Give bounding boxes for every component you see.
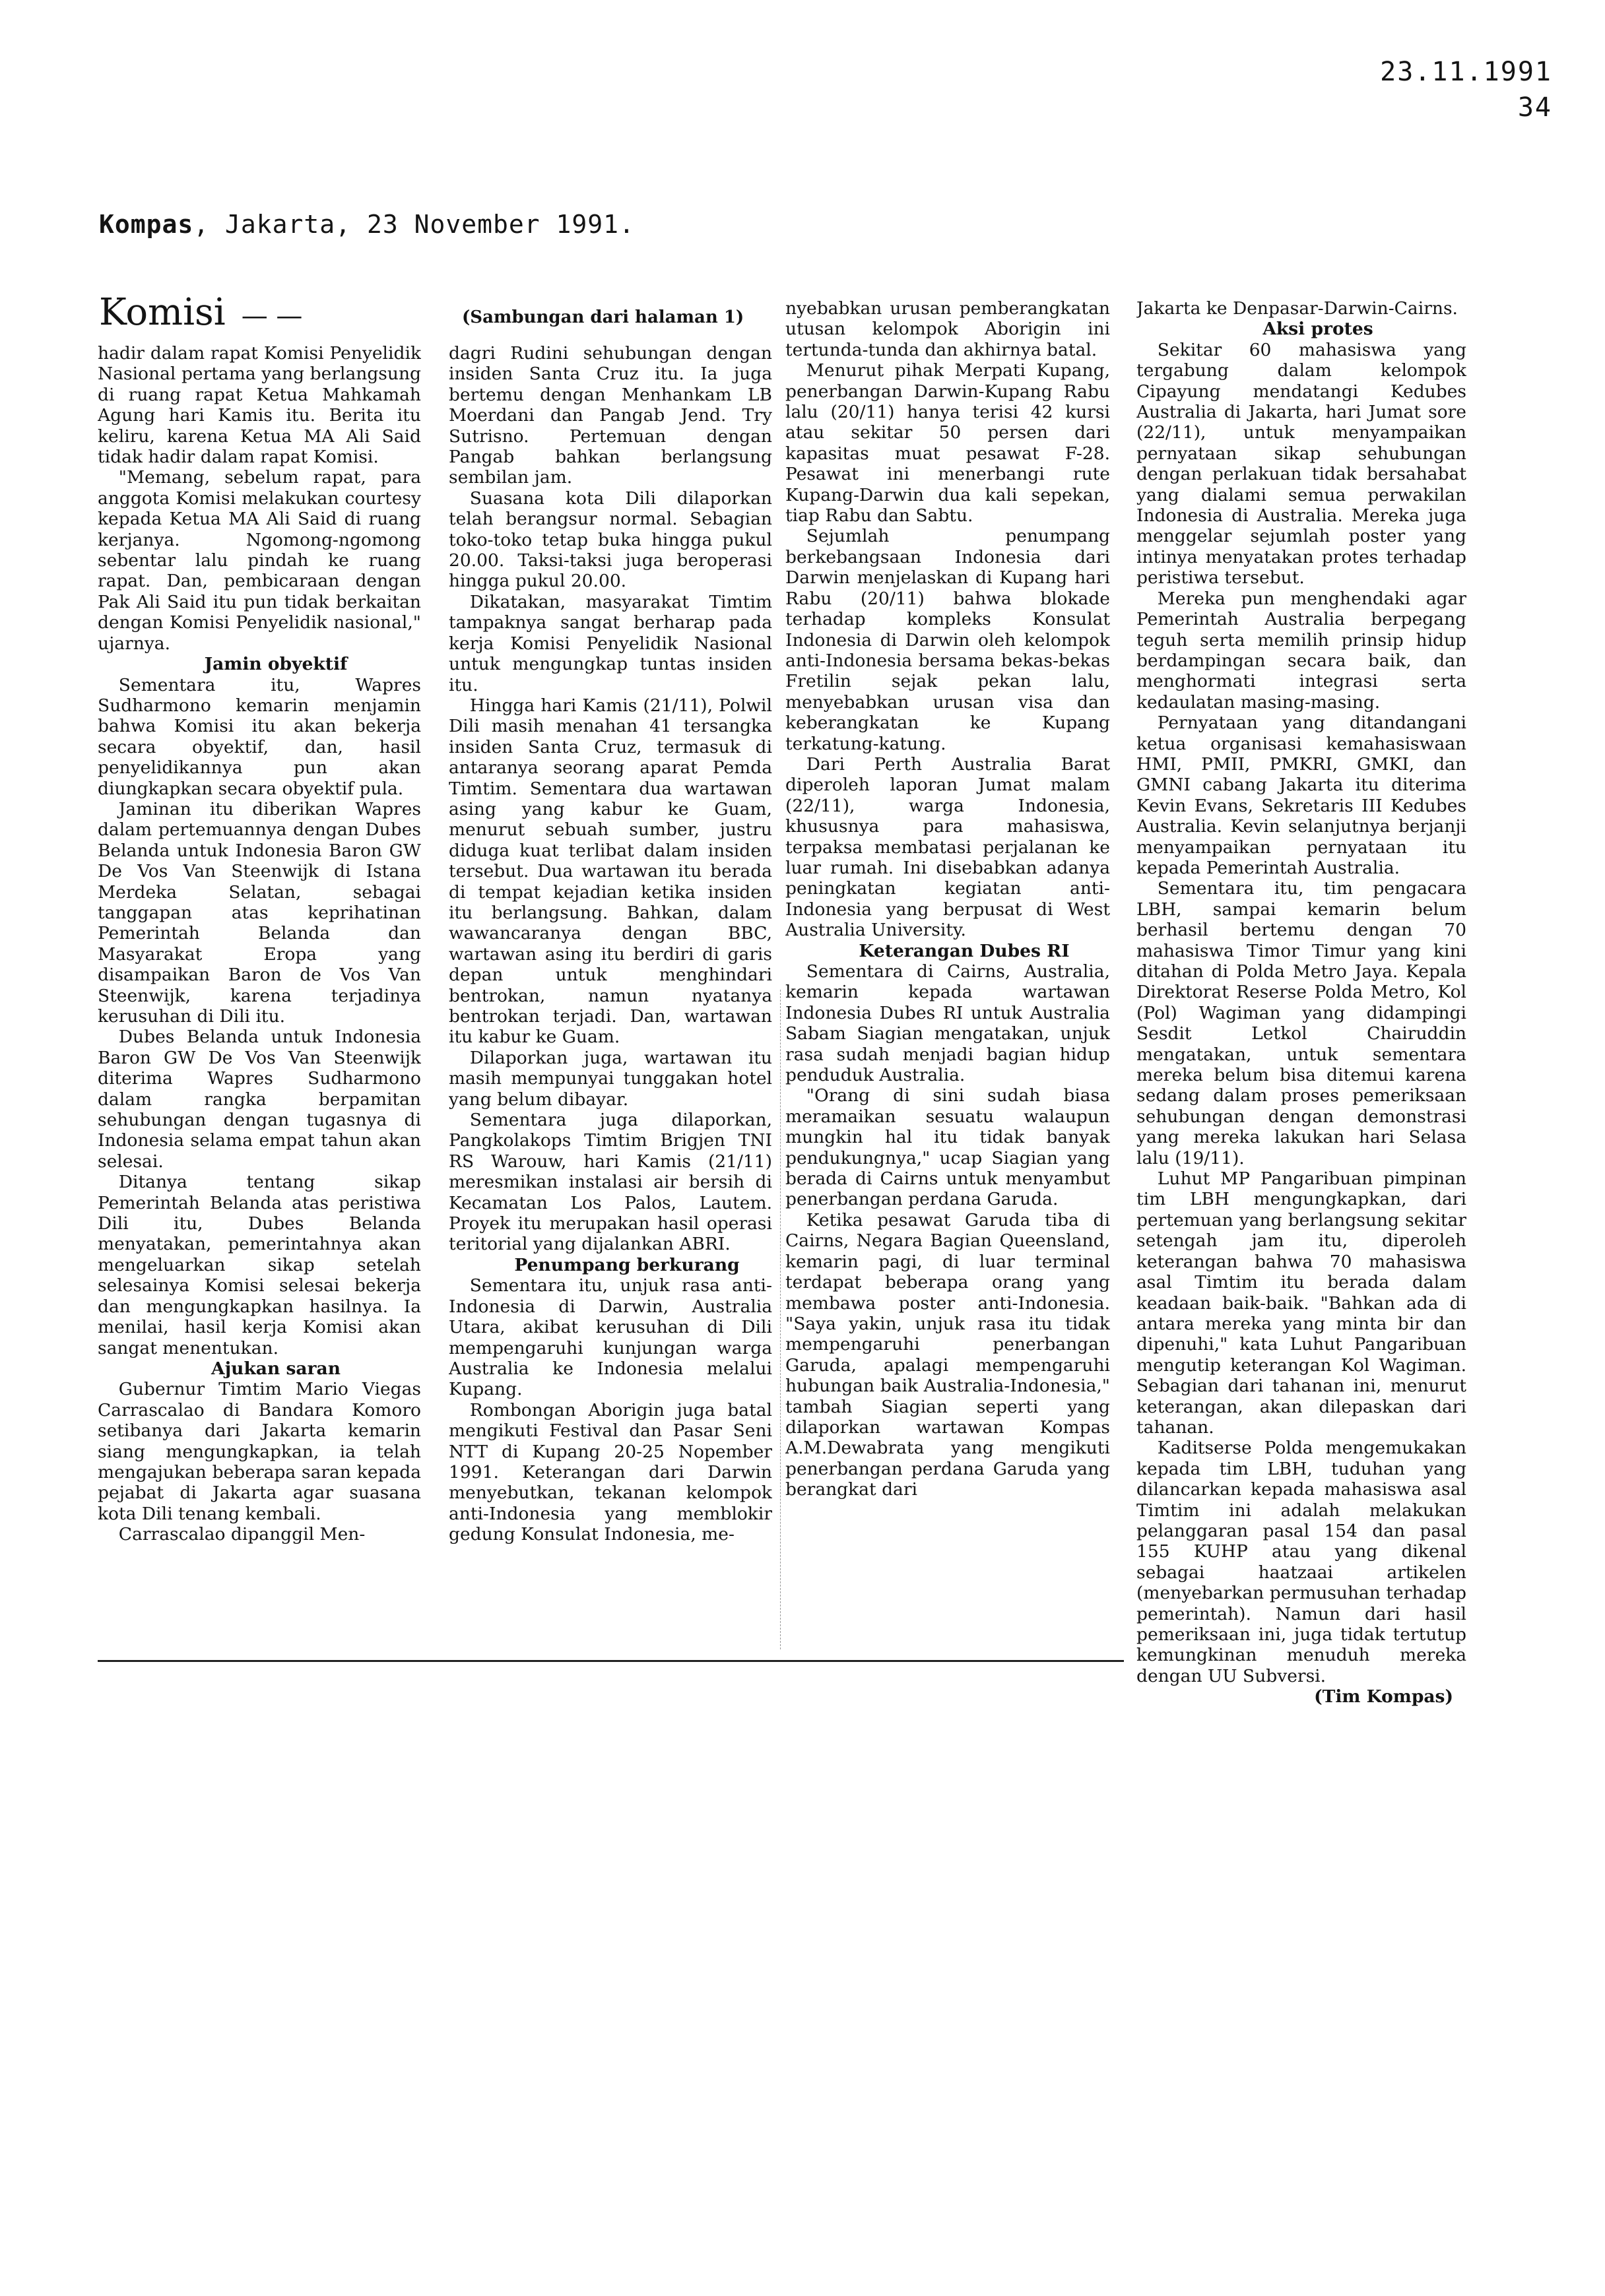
paragraph: Sementara di Cairns, Australia, kemarin kepada wartawan Indonesia Dubes RI untuk Australia Sabam Siagian mengatakan, unjuk rasa sudah menjadi bagian hidup penduduk Australia. [785, 961, 1110, 1086]
paragraph: Dilaporkan juga, wartawan itu masih mempunyai tunggakan hotel yang belum dibayar. [449, 1047, 772, 1110]
paragraph: Dubes Belanda untuk Indonesia Baron GW De Vos Van Steenwijk diterima Wapres Sudharmono dalam rangka berpamitan sehubungan dengan tugasnya di Indonesia selama empat tahun akan selesai. [98, 1027, 421, 1172]
kicker-title: Komisi [99, 291, 226, 334]
paragraph: Rombongan Aborigin juga batal mengikuti Festival dan Pasar Seni NTT di Kupang 20-25 Nopember 1991. Keterangan dari Darwin menyebutkan, tekanan kelompok anti-Indonesia yang memblokir gedung Konsulat Indonesia, me- [449, 1399, 772, 1545]
paragraph: Ketika pesawat Garuda tiba di Cairns, Negara Bagian Queensland, kemarin pagi, di luar terminal terdapat beberapa orang yang membawa poster anti-Indonesia. "Saya yakin, unjuk rasa itu tidak mempengaruhi penerbangan Garuda, apalagi mempengaruhi hubungan baik Australia-Indonesia," tambah Siagian seperti yang dilaporkan wartawan Kompas A.M.Dewabrata yang mengikuti penerbangan perdana Garuda yang berangkat dari [785, 1209, 1110, 1500]
subheading-penumpang: Penumpang berkurang [514, 1254, 740, 1275]
paragraph: Hingga hari Kamis (21/11), Polwil Dili masih menahan 41 tersangka insiden Santa Cruz, termasuk di antaranya seorang aparat Pemda Timtim. Sementara dua wartawan asing yang kabur ke Guam, menurut sebuah sumber, justru diduga kuat terlibat dalam insiden tersebut. Dua wartawan itu berada di tempat kejadian ketika insiden itu berlangsung. Bahkan, dalam wawancaranya dengan BBC, wartawan asing itu berdiri di garis depan untuk menghindari bentrokan, namun nyatanya bentrokan terjadi. Dan, wartawan itu kabur ke Guam. [449, 695, 772, 1048]
paragraph: Suasana kota Dili dilaporkan telah berangsur normal. Sebagian toko-toko tetap buka hingga pukul 20.00. Taksi-taksi juga beroperasi hingga pukul 20.00. [449, 488, 772, 592]
paragraph: Sekitar 60 mahasiswa yang tergabung dalam kelompok Cipayung mendatangi Kedubes Australia di Jakarta, hari Jumat sore (22/11), untuk menyampaikan pernyataan sikap sehubungan dengan perlakuan tidak bersahabat yang dialami semua perwakilan Indonesia di Australia. Mereka juga menggelar sejumlah poster yang intinya menyatakan protes terhadap peristiwa tersebut. [1136, 339, 1466, 589]
paragraph: Menurut pihak Merpati Kupang, penerbangan Darwin-Kupang Rabu lalu (20/11) hanya terisi 42 kursi atau sekitar 50 persen dari kapasitas muat pesawat F-28. Pesawat ini menerbangi rute Kupang-Darwin dua kali sepekan, tiap Rabu dan Sabtu. [785, 360, 1110, 526]
paragraph: Mereka pun menghendaki agar Pemerintah Australia berpegang teguh serta memilih prinsip hidup berdampingan secara baik, dan menghormati integrasi serta kedaulatan masing-masing. [1136, 588, 1466, 713]
paragraph: Pernyataan yang ditandangani ketua organisasi kemahasiswaan HMI, PMII, PMKRI, GMKI, dan GMNI cabang Jakarta itu diterima Kevin Evans, Sekretaris III Kedubes Australia. Kevin selanjutnya berjanji menyampaikan pernyataan itu kepada Pemerintah Australia. [1136, 713, 1466, 878]
source-name: Kompas [99, 210, 194, 239]
paragraph: Sejumlah penumpang berkebangsaan Indonesia dari Darwin menjelaskan di Kupang hari Rabu (20/11) bahwa blokade terhadap kompleks Konsulat Indonesia di Darwin oleh kelompok anti-Indonesia bersama bekas-bekas Fretilin sejak pekan lalu, menyebabkan urusan visa dan keberangkatan ke Kupang terkatung-katung. [785, 526, 1110, 754]
paragraph: hadir dalam rapat Komisi Penyelidik Nasional pertama yang berlangsung di ruang rapat Ketua Mahkamah Agung hari Kamis itu. Berita itu keliru, karena Ketua MA Ali Said tidak hadir dalam rapat Komisi. [98, 343, 421, 468]
column-divider [780, 990, 781, 1649]
subheading-dubes: Keterangan Dubes RI [859, 940, 1070, 961]
date-stamp: 23.11.1991 [1380, 57, 1552, 87]
paragraph: nyebabkan urusan pemberangkatan utusan kelompok Aborigin ini tertunda-tunda dan akhirnya batal. [785, 298, 1110, 360]
paragraph: "Orang di sini sudah biasa meramaikan sesuatu walaupun mungkin hal itu tidak banyak pendukungnya," ucap Siagian yang berada di Cairns untuk menyambut penerbangan perdana Garuda. [785, 1085, 1110, 1210]
paragraph: Ditanya tentang sikap Pemerintah Belanda atas peristiwa Dili itu, Dubes Belanda menyatakan, pemerintahnya akan mengeluarkan sikap setelah selesainya Komisi selesai bekerja dan mengungkapkan hasilnya. Ia menilai, hasil kerja Komisi akan sangat menentukan. [98, 1172, 421, 1358]
paragraph: Jakarta ke Denpasar-Darwin-Cairns. [1136, 298, 1458, 319]
paragraph: "Memang, sebelum rapat, para anggota Komisi melakukan courtesy kepada Ketua MA Ali Said di ruang kerjanya. Ngomong-ngomong sebentar lalu pindah ke ruang rapat. Dan, pembicaraan dengan Pak Ali Said itu pun tidak berkaitan dengan Komisi Penyelidik nasional," ujarnya. [98, 467, 421, 654]
article-kicker [99, 290, 302, 338]
paragraph: Kaditserse Polda mengemukakan kepada tim LBH, tuduhan yang dilancarkan kepada mahasiswa asal Timtim ini adalah melakukan pelanggaran pasal 154 dan pasal 155 KUHP atau yang dikenal sebagai haatzaai artikelen (menyebarkan permusuhan terhadap pemerintah). Namun dari hasil pemeriksaan ini, juga tidak tertutup kemungkinan menuduh mereka dengan UU Subversi. [1136, 1438, 1466, 1686]
paragraph: Carrascalao dipanggil Men- [118, 1524, 366, 1545]
paragraph: Gubernur Timtim Mario Viegas Carrascalao di Bandara Komoro setibanya dari Jakarta kemarin siang mengungkapkan, ia telah mengajukan beberapa saran kepada pejabat di Jakarta agar suasana kota Dili tenang kembali. [98, 1379, 421, 1524]
subheading-aksi: Aksi protes [1262, 319, 1373, 340]
article-column-1 [98, 343, 421, 1656]
paragraph: Dikatakan, masyarakat Timtim tampaknya sangat berharap pada kerja Komisi Penyelidik Nasional untuk mengungkap tuntas insiden itu. [449, 591, 772, 695]
article-bottom-rule [98, 1660, 1124, 1662]
paragraph: Sementara itu, unjuk rasa anti-Indonesia di Darwin, Australia Utara, akibat kerusuhan di Dili mempengaruhi kunjungan warga Australia ke Indonesia melalui Kupang. [449, 1275, 772, 1400]
source-line [99, 210, 635, 239]
paragraph: Jaminan itu diberikan Wapres dalam pertemuannya dengan Dubes Belanda untuk Indonesia Baron GW De Vos Van Steenwijk di Istana Merdeka Selatan, sebagai tanggapan atas keprihatinan Pemerintah Belanda dan Masyarakat Eropa yang disampaikan Baron de Vos Van Steenwijk, karena terjadinya kerusuhan di Dili itu. [98, 798, 421, 1027]
page-number-stamp: 34 [1517, 92, 1552, 123]
source-details: , Jakarta, 23 November 1991. [193, 210, 635, 239]
article-column-3 [785, 298, 1110, 1656]
article-column-2 [449, 343, 772, 1656]
subheading-ajukan: Ajukan saran [211, 1358, 341, 1379]
paragraph: Sementara juga dilaporkan, Pangkolakops Timtim Brigjen TNI RS Warouw, hari Kamis (21/11) meresmikan instalasi air bersih di Kecamatan Los Palos, Lautem. Proyek itu merupakan hasil operasi teritorial yang dijalankan ABRI. [449, 1110, 772, 1255]
paragraph: Sementara itu, Wapres Sudharmono kemarin menjamin bahwa Komisi itu akan bekerja secara obyektif, dan, hasil penyelidikannya pun akan diungkapkan secara obyektif pula. [98, 674, 421, 799]
kicker-dash: — — [241, 301, 303, 331]
paragraph: Luhut MP Pangaribuan pimpinan tim LBH mengungkapkan, dari pertemuan yang berlangsung sekitar setengah jam itu, diperoleh keterangan bahwa 70 mahasiswa asal Timtim itu berada dalam keadaan baik-baik. "Bahkan ada di antara mereka yang minta bir dan dipenuhi," kata Luhut Pangaribuan mengutip keterangan Kol Wagiman. Sebagian dari tahanan ini, menurut keterangan, akan dilepaskan dari tahanan. [1136, 1168, 1466, 1438]
byline-credit: (Tim Kompas) [1314, 1686, 1453, 1707]
paragraph: Dari Perth Australia Barat diperoleh laporan Jumat malam (22/11), warga Indonesia, khususnya para mahasiswa, terpaksa membatasi perjalanan ke luar rumah. Ini disebabkan adanya peningkatan kegiatan anti-Indonesia yang berpusat di West Australia University. [785, 753, 1110, 941]
paragraph: dagri Rudini sehubungan dengan insiden Santa Cruz itu. Ia juga bertemu dengan Menhankam LB Moerdani dan Pangab Jend. Try Sutrisno. Pertemuan dengan Pangab bahkan berlangsung sembilan jam. [449, 343, 772, 488]
paragraph: Sementara itu, tim pengacara LBH, sampai kemarin belum berhasil bertemu dengan 70 mahasiswa Timor Timur yang kini ditahan di Polda Metro Jaya. Kepala Direktorat Reserse Polda Metro, Kol (Pol) Wagiman yang didampingi Sesdit Letkol Chairuddin mengatakan, untuk sementara mereka belum bisa ditemui karena sedang dalam proses pemeriksaan sehubungan dengan demonstrasi yang mereka lakukan hari Selasa lalu (19/11). [1136, 878, 1466, 1168]
continued-from-label: (Sambungan dari halaman 1) [462, 307, 744, 327]
subheading-jamin: Jamin obyektif [204, 654, 348, 675]
article-column-4 [1136, 298, 1466, 1994]
